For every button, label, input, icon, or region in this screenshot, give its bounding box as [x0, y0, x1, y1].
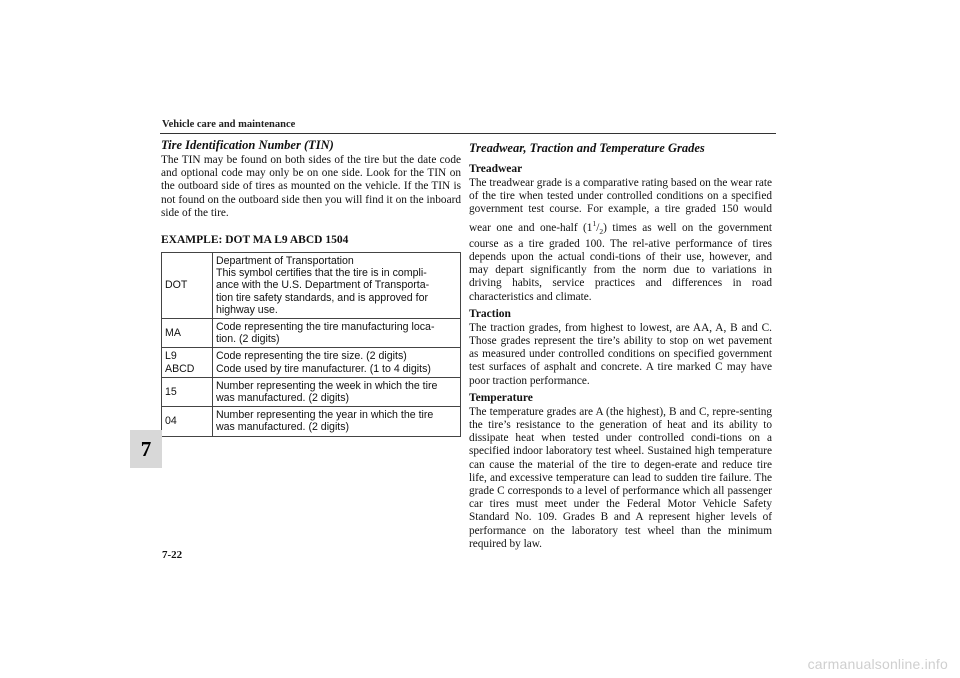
- tin-desc-line: tion tire safety standards, and is approved for: [216, 291, 428, 304]
- tin-desc-line: was manufactured. (2 digits): [216, 421, 350, 434]
- grades-column: [469, 138, 772, 551]
- tin-desc-line: tion. (2 digits): [216, 333, 280, 346]
- tin-desc-line: highway use.: [216, 303, 278, 316]
- tin-desc-line: was manufactured. (2 digits): [216, 392, 350, 405]
- tin-code-cell: [162, 253, 213, 319]
- tin-code: 15: [165, 385, 177, 398]
- temperature-body: The temperature grades are A (the highest), B and C, repre-senting the tire’s resistance to the generation of heat and its ability to dissipate heat when tested under controlled condi-tions on a specified indoor laboratory test wheel. Sustained high temperature can cause the material of the tire to degen-erate and reduce tire life, and excessive temperature can lead to sudden tire failure. The grade C corresponds to a level of performance which all passenger car tires must meet under the Federal Motor Vehicle Safety Standard No. 109. Grades B and A represent higher levels of performance on the laboratory test wheel than the minimum required by law.: [469, 405, 772, 550]
- treadwear-body: The treadwear grade is a comparative rating based on the wear rate of the tire when tested under controlled conditions on a specified government test course. For example, a tire graded 150 would wear one and one-half $(1^1/_2)$ times as well on the government course as a tire graded 100. The rel-ative performance of tires depends upon the actual condi-tions of their use, however, and may depart significantly from the norm due to variations in driving habits, service practices and differences in road characteristics and climate.: [469, 177, 772, 303]
- tin-desc-line: This symbol certifies that the tire is in compli-: [216, 267, 427, 280]
- tin-desc-cell: [213, 319, 461, 348]
- tin-table: [161, 252, 461, 437]
- tin-desc-line: Department of Transportation: [216, 255, 354, 268]
- treadwear-text: ) times as well on the government course as a tire graded 100. The rel-ative performance of tires depends upon the actual condi-tions of their use, however, and may depart significantly from the norm due to variations in driving habits, service practices and differences in road characteristics and climate.: [469, 221, 772, 303]
- tin-desc-cell: [213, 407, 461, 436]
- fraction-denominator: 2: [599, 226, 604, 236]
- tin-desc-line: ance with the U.S. Department of Transporta-: [216, 279, 430, 292]
- section-header: Vehicle care and maintenance: [162, 119, 296, 130]
- tin-desc-cell: [213, 253, 461, 319]
- tin-example: EXAMPLE: DOT MA L9 ABCD 1504: [161, 234, 349, 247]
- tin-desc-line: Number representing the week in which the tire: [216, 379, 438, 392]
- table-row: [162, 319, 461, 348]
- traction-heading: Traction: [469, 307, 511, 320]
- tin-code: MA: [165, 327, 181, 340]
- tin-code: DOT: [165, 279, 188, 292]
- tin-desc-line: Code used by tire manufacturer. (1 to 4 digits): [216, 362, 431, 375]
- tin-desc-cell: [213, 348, 461, 377]
- tin-desc-line: Code representing the tire size. (2 digits): [216, 350, 407, 363]
- tin-title: Tire Identification Number (TIN): [161, 138, 334, 152]
- table-row: [162, 377, 461, 406]
- tin-body: The TIN may be found on both sides of the tire but the date code and optional code may only be on one side. Look for the TIN on the outboard side of tires as mounted on the vehicle. If the TIN is not found on the outboard side then you will find it on the inboard side of the tire.: [161, 154, 461, 219]
- temperature-heading: Temperature: [469, 391, 533, 404]
- table-row: [162, 253, 461, 319]
- tin-code-cell: [162, 348, 213, 377]
- chapter-tab: 7: [130, 430, 162, 468]
- treadwear-heading: Treadwear: [469, 163, 523, 175]
- table-row: [162, 407, 461, 436]
- tin-code-cell: [162, 319, 213, 348]
- treadwear-text: The treadwear grade is a comparative rating based on the wear rate of the tire when tested under controlled conditions on a specified government test course. For example, a tire graded 150 would wear one and one-half (1: [469, 177, 772, 234]
- header-rule: [160, 133, 776, 134]
- tin-code: 04: [165, 415, 177, 428]
- grades-title: Treadwear, Traction and Temperature Grades: [469, 141, 705, 155]
- traction-body: The traction grades, from highest to lowest, are AA, A, B and C. Those grades represent the tire’s ability to stop on wet pavement as measured under controlled conditions on specified government test surfaces of asphalt and concrete. A tire marked C may have poor traction performance.: [469, 321, 772, 387]
- page-number: 7-22: [162, 549, 183, 561]
- fraction-numerator: 1: [592, 218, 597, 228]
- tin-desc-line: Code representing the tire manufacturing loca-: [216, 321, 435, 334]
- table-row: [162, 348, 461, 377]
- tin-code-cell: [162, 377, 213, 406]
- tin-desc-line: Number representing the year in which the tire: [216, 409, 434, 422]
- watermark: carmanualsonline.info: [807, 656, 948, 672]
- tin-desc-cell: [213, 377, 461, 406]
- tin-column: [161, 138, 461, 437]
- tin-code-cell: [162, 407, 213, 436]
- tin-code: L9: [165, 350, 177, 363]
- tin-code: ABCD: [165, 362, 195, 375]
